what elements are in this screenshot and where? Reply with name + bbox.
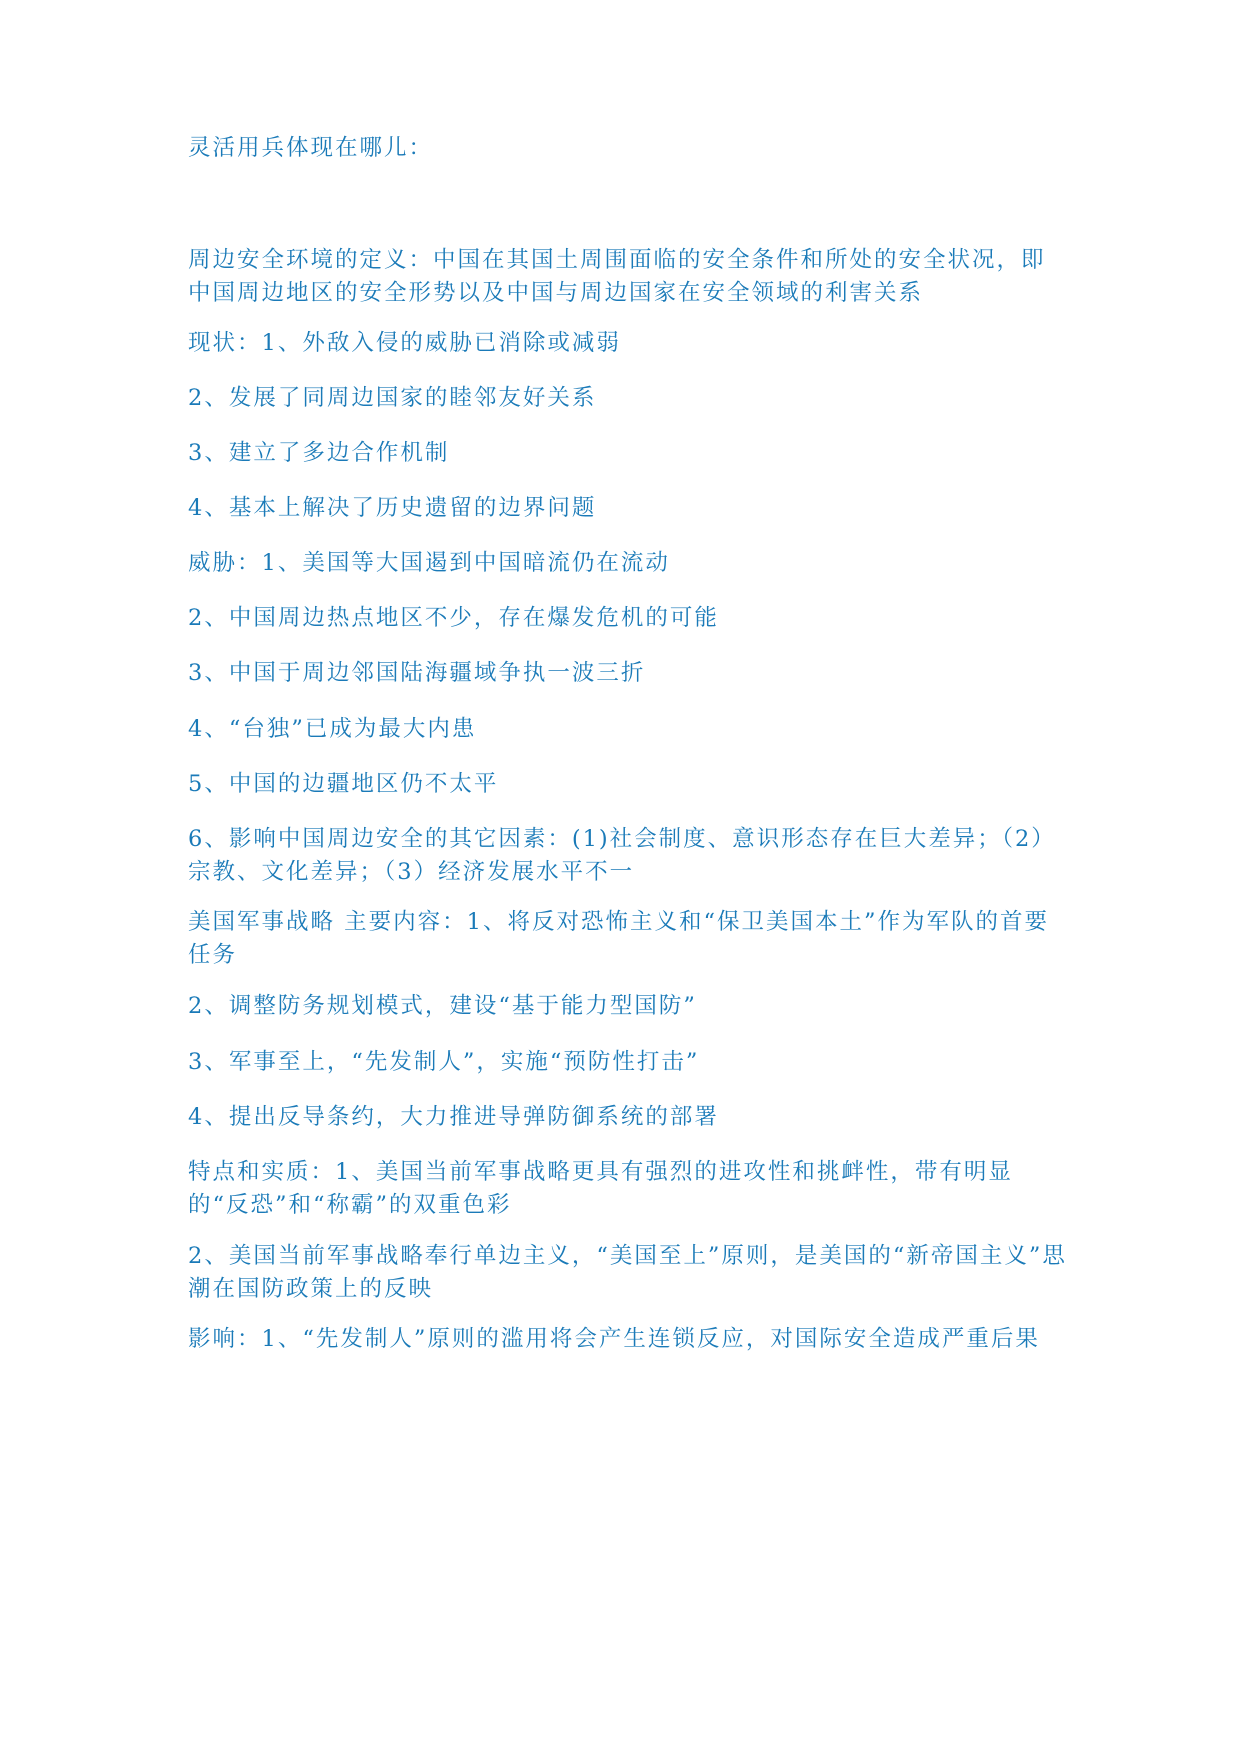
paragraph-us-strategy-content-1: 美国军事战略 主要内容：1、将反对恐怖主义和“保卫美国本土”作为军队的首要任务	[188, 909, 1049, 968]
paragraph-threat-6: 6、影响中国周边安全的其它因素：(1)社会制度、意识形态存在巨大差异；（2）宗教、文化差异；（3）经济发展水平不一	[188, 826, 1056, 885]
paragraph-threat-4: 4、“台独”已成为最大内患	[188, 716, 477, 742]
paragraph-us-strategy-content-3: 3、军事至上，“先发制人”，实施“预防性打击”	[188, 1049, 700, 1075]
paragraph-status-4: 4、基本上解决了历史遗留的边界问题	[188, 495, 597, 521]
paragraph-impact-1: 影响：1、“先发制人”原则的滥用将会产生连锁反应，对国际安全造成严重后果	[188, 1326, 1040, 1352]
paragraph-peripheral-security-definition: 周边安全环境的定义：中国在其国土周围面临的安全条件和所处的安全状况，即中国周边地区的安全形势以及中国与周边国家在安全领域的利害关系	[188, 247, 1046, 306]
paragraph-threat-5: 5、中国的边疆地区仍不太平	[188, 771, 499, 797]
paragraph-characteristics-1: 特点和实质：1、美国当前军事战略更具有强烈的进攻性和挑衅性，带有明显的“反恐”和“称霸”的双重色彩	[188, 1159, 1013, 1218]
paragraph-status-1: 现状：1、外敌入侵的威胁已消除或减弱	[188, 330, 621, 356]
paragraph-us-strategy-content-2: 2、调整防务规划模式，建设“基于能力型国防”	[188, 993, 697, 1019]
paragraph-threat-2: 2、中国周边热点地区不少，存在爆发危机的可能	[188, 605, 719, 631]
paragraph-characteristics-2: 2、美国当前军事战略奉行单边主义，“美国至上”原则，是美国的“新帝国主义”思潮在国防政策上的反映	[188, 1243, 1067, 1302]
paragraph-heading-flexible-troops: 灵活用兵体现在哪儿：	[188, 135, 434, 161]
paragraph-threat-3: 3、中国于周边邻国陆海疆域争执一波三折	[188, 660, 646, 686]
paragraph-us-strategy-content-4: 4、提出反导条约，大力推进导弹防御系统的部署	[188, 1104, 719, 1130]
paragraph-threat-1: 威胁：1、美国等大国遏到中国暗流仍在流动	[188, 550, 670, 576]
paragraph-status-3: 3、建立了多边合作机制	[188, 440, 450, 466]
paragraph-status-2: 2、发展了同周边国家的睦邻友好关系	[188, 385, 597, 411]
